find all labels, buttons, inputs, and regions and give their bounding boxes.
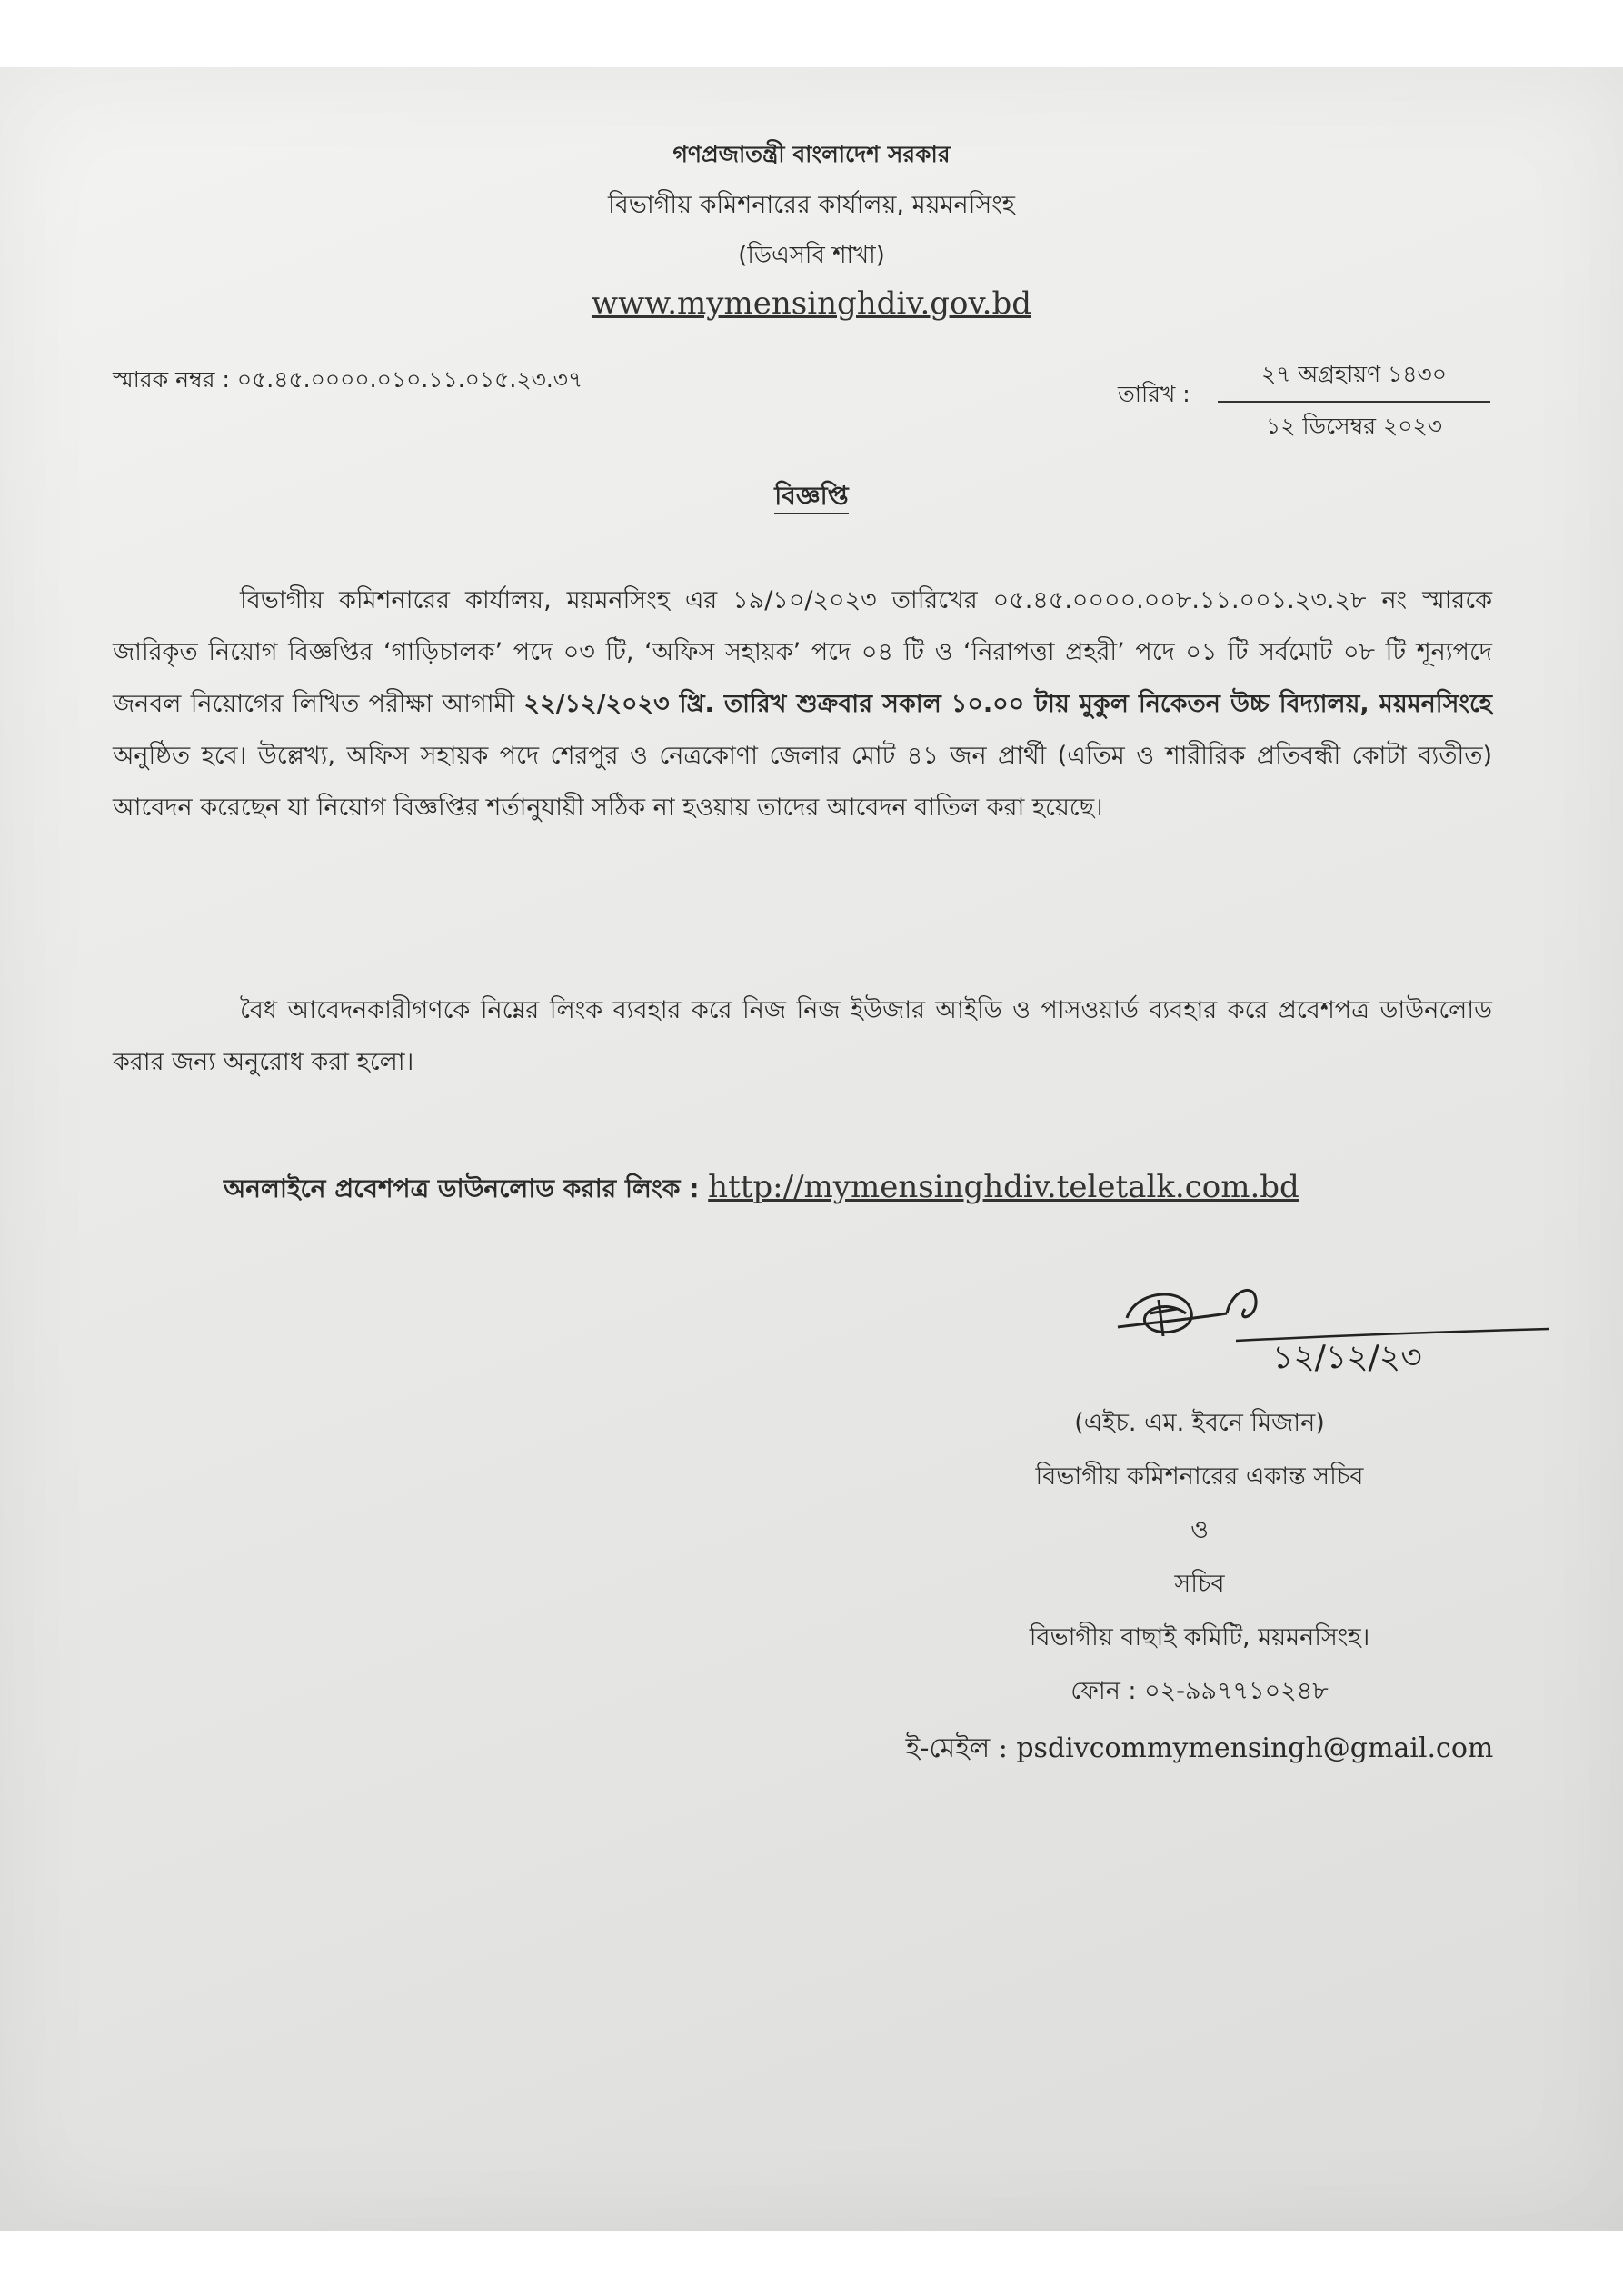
paragraph-1-part-a: বিভাগীয় কমিশনারের কার্যালয়, ময়মনসিংহ এর ১৯/১০/২০২৩ তারিখের ০৫.৪৫.০০০০.০০৮.১১.০০১.২৩.২৮ নং স্মারকে জারিকৃত নিয়োগ বিজ্ঞপ্তির ‘গাড়িচালক’ পদে ০৩ টি, ‘অফিস সহায়ক’ পদে ০৪ টি ও ‘নিরাপত্তা প্রহরী’ পদে ০১ টি সর্বমোট ০৮ টি শূন্যপদে জনবল নিয়োগের লিখিত পরীক্ষা আগামী bbox=[113, 586, 1492, 718]
notice-title-text: বিজ্ঞপ্তি bbox=[774, 481, 848, 514]
signatory-conjunction: ও bbox=[1190, 1516, 1209, 1544]
notice-title bbox=[0, 476, 1623, 519]
branch-name: (ডিএসবি শাখা) bbox=[738, 242, 885, 269]
signatory-designation-2: সচিব bbox=[1174, 1570, 1225, 1598]
signatory-email[interactable]: ই-মেইল : psdivcommymensingh@gmail.com bbox=[905, 1732, 1494, 1764]
date-english: ১২ ডিসেম্বর ২০২৩ bbox=[1266, 413, 1442, 439]
office-name: বিভাগীয় কমিশনারের কার্যালয়, ময়মনসিংহ bbox=[608, 191, 1015, 219]
signatory-committee: বিভাগীয় বাছাই কমিটি, ময়মনসিংহ। bbox=[1029, 1623, 1370, 1652]
paragraph-admit-card: বৈধ আবেদনকারীগণকে নিম্নের লিংক ব্যবহার করে নিজ নিজ ইউজার আইডি ও পাসওয়ার্ড ব্যবহার করে প্রবেশপত্র ডাউনলোড করার জন্য অনুরোধ করা হলো। bbox=[113, 996, 1492, 1076]
signatory-block bbox=[872, 1404, 1527, 1785]
date-label: তারিখ : bbox=[1118, 381, 1190, 407]
paragraph-exam-notice bbox=[113, 574, 1492, 834]
website-link[interactable]: www.mymensinghdiv.gov.bd bbox=[591, 285, 1032, 322]
signatory-phone: ফোন : ০২-৯৯৭৭১০২৪৮ bbox=[1070, 1677, 1329, 1705]
download-link-label: অনলাইনে প্রবেশপত্র ডাউনলোড করার লিংক : bbox=[224, 1173, 709, 1203]
memo-number: স্মারক নম্বর : ০৫.৪৫.০০০০.০১০.১১.০১৫.২৩.৩৭ bbox=[113, 366, 583, 393]
exam-date-venue: ২২/১২/২০২৩ খ্রি. তারিখ শুক্রবার সকাল ১০.০০ টায় মুকুল নিকেতন উচ্চ বিদ্যালয়, ময়মনসিংহে bbox=[523, 690, 1492, 718]
signature-date: ১২/১২/২৩ bbox=[1272, 1339, 1422, 1376]
download-link-url[interactable]: http://mymensinghdiv.teletalk.com.bd bbox=[708, 1169, 1299, 1205]
date-values bbox=[1218, 356, 1490, 447]
letterhead bbox=[0, 136, 1623, 322]
paragraph-1-part-c: অনুষ্ঠিত হবে। উল্লেখ্য, অফিস সহায়ক পদে শেরপুর ও নেত্রকোণা জেলার মোট ৪১ জন প্রার্থী (এতিম ও শারীরিক প্রতিবন্ধী কোটা ব্যতীত) আবেদন করেছেন যা নিয়োগ বিজ্ঞপ্তির শর্তানুযায়ী সঠিক না হওয়ায় তাদের আবেদন বাতিল করা হয়েছে। bbox=[113, 742, 1492, 822]
download-link-line bbox=[224, 1169, 1299, 1212]
govt-name: গণপ্রজাতন্ত্রী বাংলাদেশ সরকার bbox=[672, 141, 951, 167]
signatory-name: (এইচ. এম. ইবনে মিজান) bbox=[1074, 1409, 1325, 1437]
signatory-designation-1: বিভাগীয় কমিশনারের একান্ত সচিব bbox=[1035, 1462, 1364, 1491]
signature-image bbox=[1100, 1273, 1554, 1409]
date-bangla: ২৭ অগ্রহায়ণ ১৪৩০ bbox=[1218, 356, 1490, 403]
